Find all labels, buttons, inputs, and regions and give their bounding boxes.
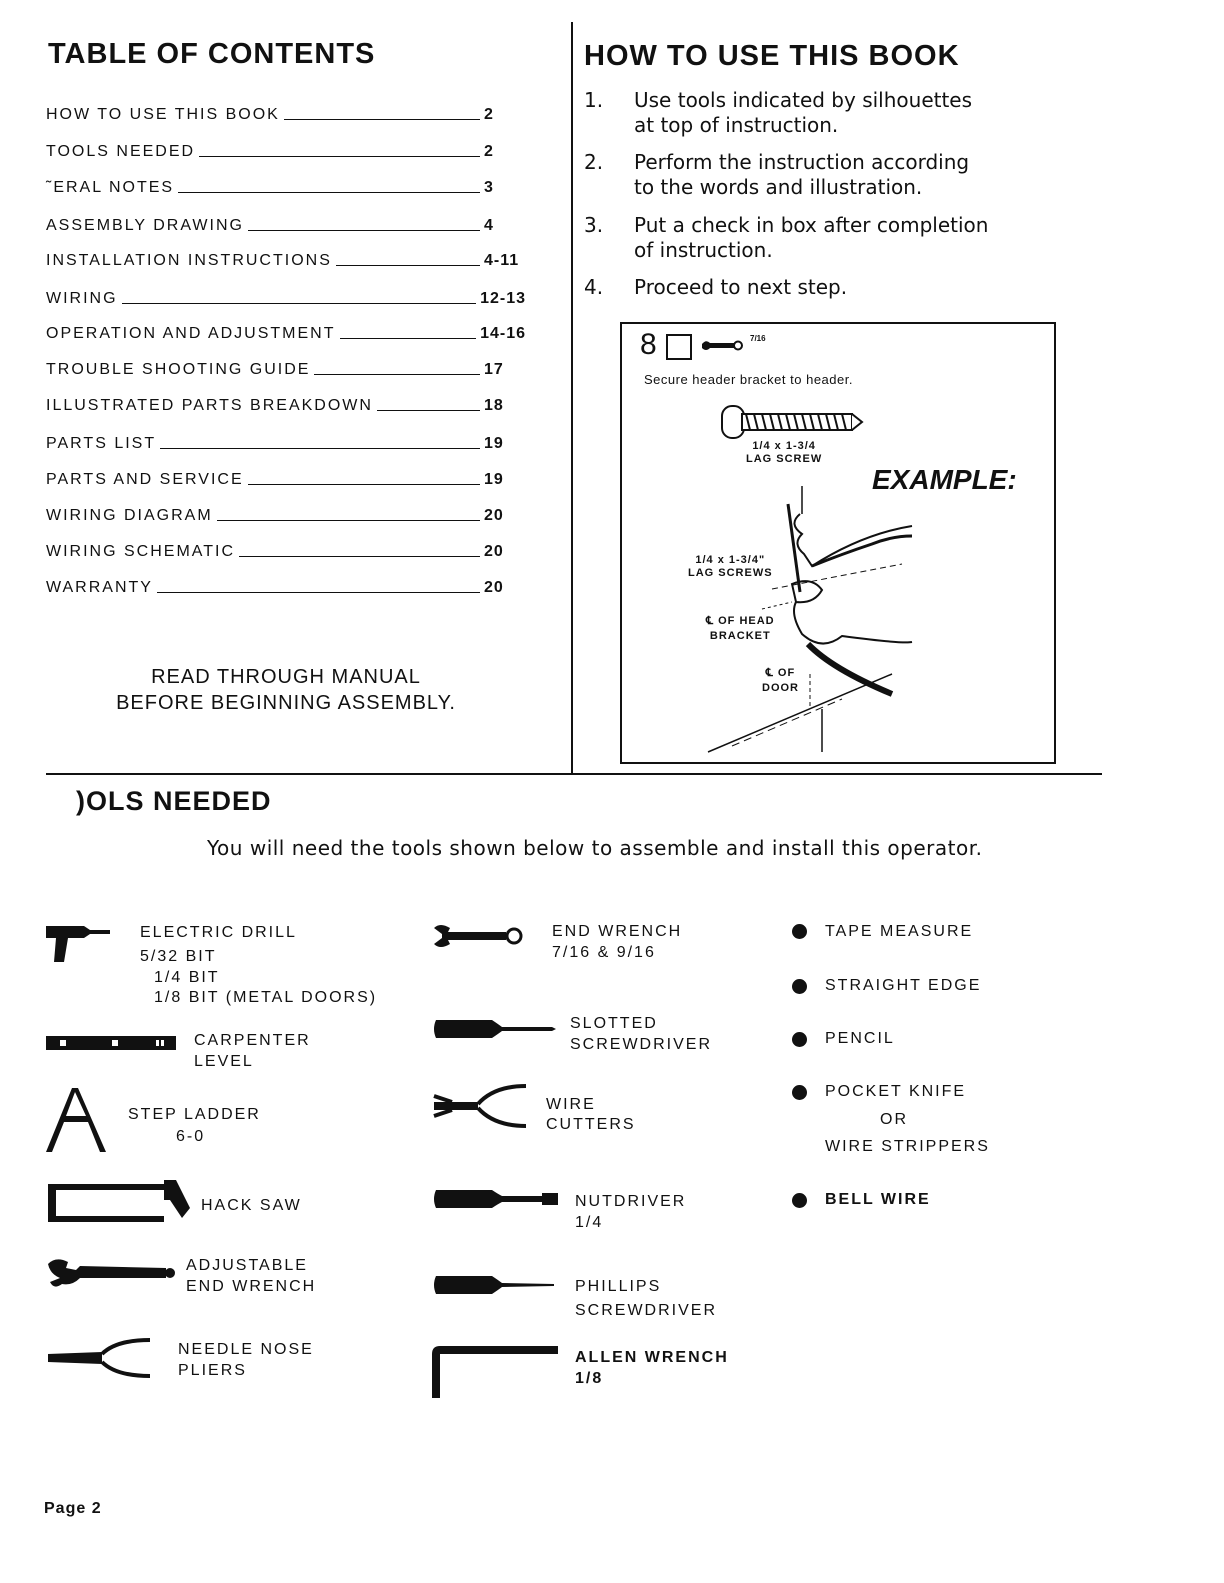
toc-item-label: WIRING xyxy=(46,290,118,307)
toc-item-page: 4-11 xyxy=(484,252,520,269)
drill-bit-2: 1/4 BIT xyxy=(154,969,220,986)
toc-item-label: PARTS LIST xyxy=(46,435,157,452)
drill-bit-3: 1/8 BIT (METAL DOORS) xyxy=(154,989,378,1006)
pencil-label: PENCIL xyxy=(825,1030,895,1047)
toc-leader xyxy=(314,374,480,375)
toc-item-label: PARTS AND SERVICE xyxy=(46,471,244,488)
column-divider xyxy=(571,22,573,774)
pocket-knife-label: POCKET KNIFE xyxy=(825,1083,967,1100)
end-wrench-icon xyxy=(432,922,526,950)
example-label: EXAMPLE: xyxy=(872,464,1017,495)
straight-edge-label: STRAIGHT EDGE xyxy=(825,977,982,994)
pliers-label-1: NEEDLE NOSE xyxy=(178,1341,314,1358)
screw-label: 1/4 x 1-3/4 LAG SCREW xyxy=(746,440,823,465)
nutdriver-label-2: 1/4 xyxy=(575,1214,604,1231)
toc-leader xyxy=(248,230,480,231)
bell-wire-label: BELL WIRE xyxy=(825,1191,931,1208)
hack-saw-icon xyxy=(44,1178,194,1224)
notice-line-1: READ THROUGH MANUAL xyxy=(151,666,421,688)
toc-item xyxy=(46,539,526,561)
bullet-icon xyxy=(792,979,807,994)
toc-item-label: WIRING SCHEMATIC xyxy=(46,543,236,560)
toc-leader xyxy=(199,156,480,157)
toc-leader xyxy=(157,592,480,593)
toc-item-label: WARRANTY xyxy=(46,579,153,596)
pliers-label-2: PLIERS xyxy=(178,1362,247,1379)
ladder-label-1: STEP LADDER xyxy=(128,1106,261,1123)
allen-wrench-icon xyxy=(430,1344,560,1400)
toc-item-page: 12-13 xyxy=(480,290,526,307)
nutdriver-label-1: NUTDRIVER xyxy=(575,1193,687,1210)
wire-cutters-label-1: WIRE xyxy=(546,1096,596,1113)
toc-leader xyxy=(336,265,480,266)
adj-wrench-label-1: ADJUSTABLE xyxy=(186,1257,308,1274)
electric-drill-icon xyxy=(44,922,112,966)
toc-item xyxy=(46,357,526,379)
toc-item xyxy=(46,393,526,415)
level-label-2: LEVEL xyxy=(194,1053,254,1070)
toc-item xyxy=(46,139,526,161)
toc-item-label: ASSEMBLY DRAWING xyxy=(46,217,244,234)
adjustable-wrench-icon xyxy=(46,1256,180,1292)
toc-item-page: 20 xyxy=(484,543,504,560)
bullet-icon xyxy=(792,1085,807,1100)
bullet-icon xyxy=(792,924,807,939)
tools-intro: You will need the tools shown below to assemble and install this operator. xyxy=(207,836,983,860)
toc-item-label: TOOLS NEEDED xyxy=(46,143,196,160)
example-box xyxy=(620,322,1056,764)
toc-item-label: ˜ERAL NOTES xyxy=(46,179,175,196)
toc-item xyxy=(46,321,526,343)
toc-item-label: HOW TO USE THIS BOOK xyxy=(46,106,280,123)
toc-leader xyxy=(178,192,480,193)
phillips-screwdriver-icon xyxy=(432,1272,558,1298)
drill-bit-1: 5/32 BIT xyxy=(140,948,217,965)
toc-item-page: 17 xyxy=(484,361,504,378)
wrench-size: 7/16 xyxy=(750,334,766,343)
toc-item-page: 18 xyxy=(484,397,504,414)
toc-item-label: WIRING DIAGRAM xyxy=(46,507,213,524)
toc-item-page: 3 xyxy=(484,179,494,196)
phillips-label-1: PHILLIPS xyxy=(575,1278,662,1295)
bullet-icon xyxy=(792,1032,807,1047)
wire-cutters-icon xyxy=(432,1084,528,1128)
carpenter-level-icon xyxy=(46,1034,178,1052)
ladder-label-2: 6-0 xyxy=(176,1128,206,1145)
lag-screw-icon xyxy=(716,400,866,444)
toc-leader xyxy=(239,556,480,557)
toc-leader xyxy=(377,410,480,411)
slotted-label-2: SCREWDRIVER xyxy=(570,1036,713,1053)
toc-item xyxy=(46,503,526,525)
read-manual-notice xyxy=(46,664,526,716)
toc-item xyxy=(46,467,526,489)
toc-leader xyxy=(248,484,480,485)
needle-nose-pliers-icon xyxy=(46,1338,152,1378)
toc-item xyxy=(46,575,526,597)
toc-item-label: TROUBLE SHOOTING GUIDE xyxy=(46,361,311,378)
toc-leader xyxy=(122,303,477,304)
example-caption: Secure header bracket to header. xyxy=(644,372,853,387)
tools-title: )OLS NEEDED xyxy=(76,786,272,816)
phillips-label-2: SCREWDRIVER xyxy=(575,1302,718,1319)
notice-line-2: BEFORE BEGINNING ASSEMBLY. xyxy=(116,692,456,714)
toc-item-label: INSTALLATION INSTRUCTIONS xyxy=(46,252,332,269)
toc-item xyxy=(46,175,526,197)
allen-wrench-label-2: 1/8 xyxy=(575,1370,604,1387)
slotted-screwdriver-icon xyxy=(432,1016,558,1042)
toc-item xyxy=(46,431,526,453)
nutdriver-icon xyxy=(432,1186,560,1212)
toc-item-page: 2 xyxy=(484,106,494,123)
toc-item-page: 2 xyxy=(484,143,494,160)
toc-title: TABLE OF CONTENTS xyxy=(48,38,376,70)
toc-item xyxy=(46,102,526,124)
head-bracket-label: ℄ OF HEAD BRACKET xyxy=(706,615,775,642)
toc-item-label: OPERATION AND ADJUSTMENT xyxy=(46,325,336,342)
toc-item-page: 20 xyxy=(484,507,504,524)
toc-leader xyxy=(284,119,480,120)
drill-label: ELECTRIC DRILL xyxy=(140,924,297,941)
allen-wrench-label-1: ALLEN WRENCH xyxy=(575,1349,729,1366)
toc-leader xyxy=(340,338,477,339)
level-label-1: CARPENTER xyxy=(194,1032,311,1049)
checkbox[interactable] xyxy=(666,334,692,360)
page-number: Page 2 xyxy=(44,1500,102,1517)
wire-strippers-label: WIRE STRIPPERS xyxy=(825,1138,990,1155)
hack-saw-label: HACK SAW xyxy=(201,1197,302,1214)
adj-wrench-label-2: END WRENCH xyxy=(186,1278,317,1295)
toc-item xyxy=(46,286,526,308)
section-divider xyxy=(46,773,1102,775)
end-wrench-icon xyxy=(700,336,756,356)
lag-screws-label: 1/4 x 1-3/4" LAG SCREWS xyxy=(688,554,773,579)
toc-item xyxy=(46,213,526,235)
example-step-number: 8 xyxy=(640,328,657,361)
toc-item-page: 19 xyxy=(484,471,504,488)
toc-item-page: 20 xyxy=(484,579,504,596)
door-label: ℄ OF DOOR xyxy=(762,667,799,694)
toc-item-page: 4 xyxy=(484,217,494,234)
toc-item-page: 14-16 xyxy=(480,325,526,342)
step-ladder-icon xyxy=(44,1086,108,1154)
tape-measure-label: TAPE MEASURE xyxy=(825,923,974,940)
or-label: OR xyxy=(880,1111,908,1128)
wire-cutters-label-2: CUTTERS xyxy=(546,1116,636,1133)
end-wrench-label-2: 7/16 & 9/16 xyxy=(552,944,656,961)
toc-leader xyxy=(217,520,480,521)
end-wrench-label-1: END WRENCH xyxy=(552,923,683,940)
toc-item xyxy=(46,248,526,270)
bullet-icon xyxy=(792,1193,807,1208)
slotted-label-1: SLOTTED xyxy=(570,1015,658,1032)
toc-item-page: 19 xyxy=(484,435,504,452)
toc-item-label: ILLUSTRATED PARTS BREAKDOWN xyxy=(46,397,373,414)
toc-leader xyxy=(160,448,480,449)
how-to-title: HOW TO USE THIS BOOK xyxy=(584,40,960,72)
